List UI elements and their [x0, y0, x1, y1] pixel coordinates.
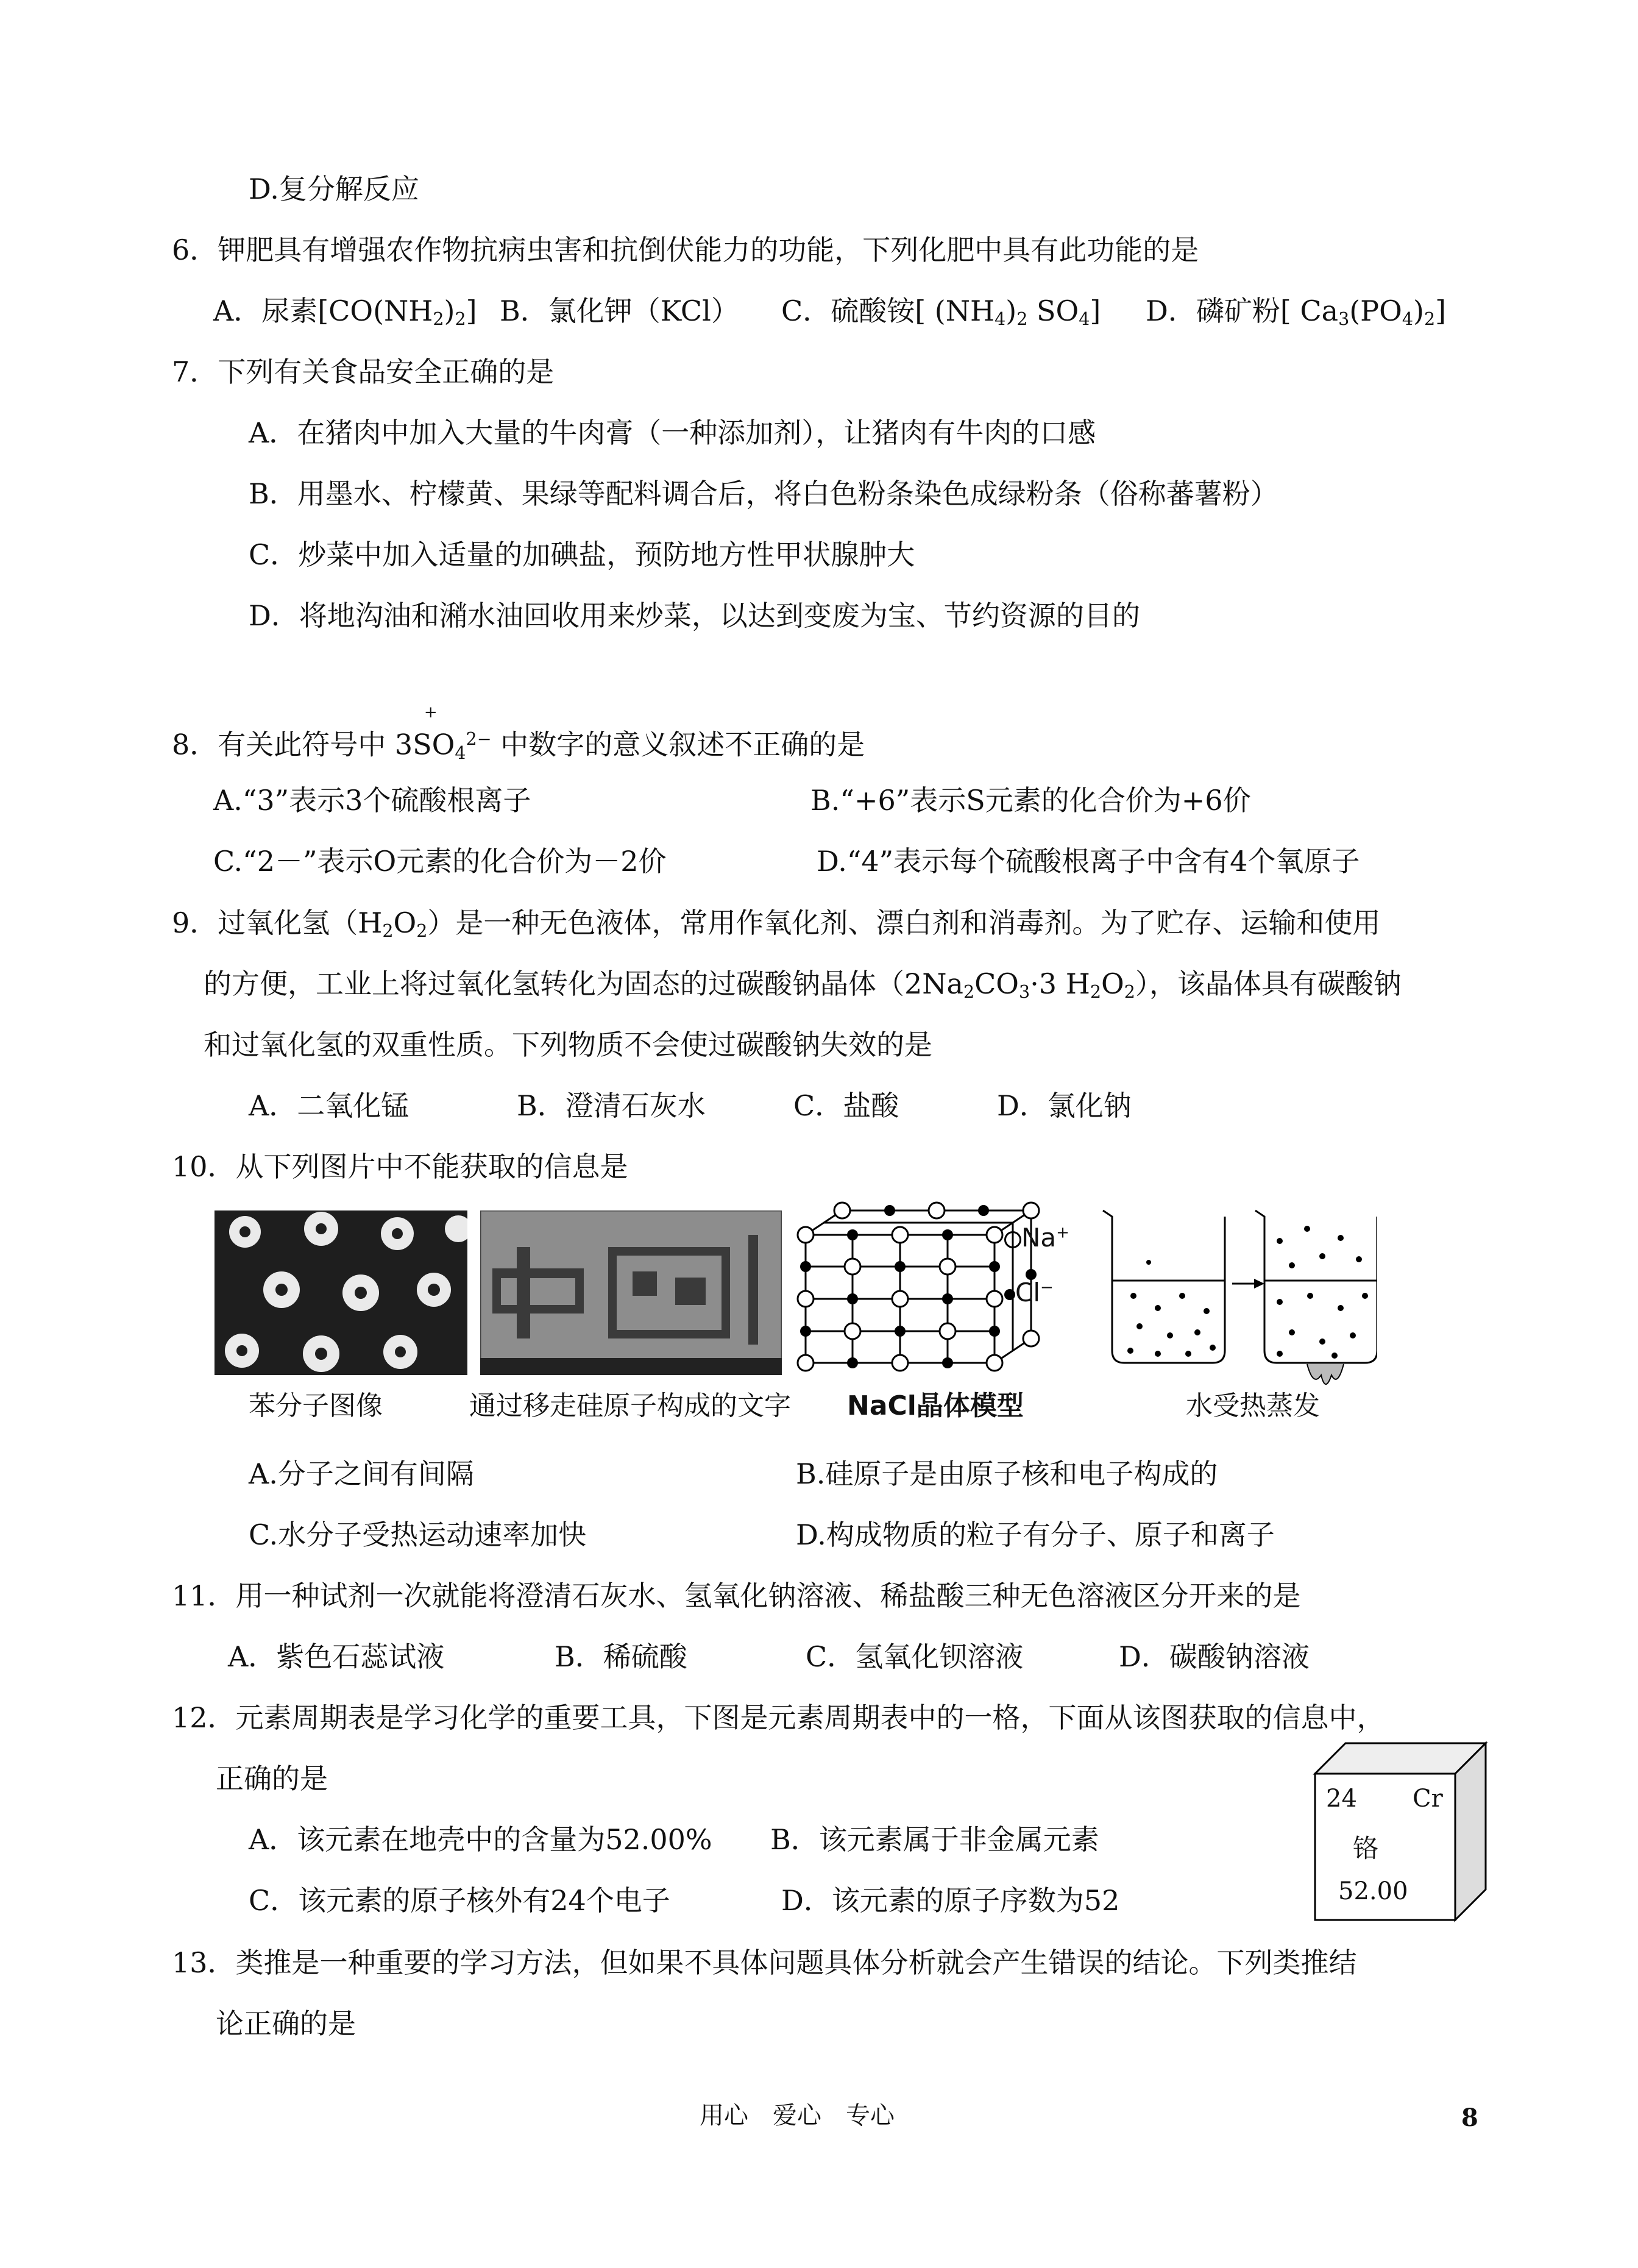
q11-option-d: D．碳酸钠溶液	[1119, 1640, 1310, 1673]
q8-stem: 8．有关此符号中 + $3SO_4^{2-}$ 中数字的意义叙述不正确的是	[172, 722, 865, 770]
caption-water-evaporation: 水受热蒸发	[1186, 1390, 1320, 1421]
q12-option-a: A．该元素在地壳中的含量为52.00%	[249, 1823, 712, 1856]
footer-motto: 用心 爱心 专心	[700, 2102, 895, 2130]
silicon-atom-text-image	[480, 1210, 782, 1375]
q13-line-1: 13．类推是一种重要的学习方法，但如果不具体问题具体分析就会产生错误的结论。下列类推结	[172, 1946, 1357, 1979]
q7-option-d: D．将地沟油和潲水油回收用来炒菜，以达到变废为宝、节约资源的目的	[249, 599, 1140, 632]
q10-option-c: C.水分子受热运动速率加快	[249, 1518, 587, 1551]
cl-ion-legend: Cl−	[1004, 1278, 1054, 1307]
open-circle-icon	[1004, 1231, 1021, 1248]
valence-mark: +	[424, 703, 438, 722]
q9-line-1: 9．过氧化氢$(H_2O_2)$是一种无色液体，常用作氧化剂、漂白剂和消毒剂。为了贮存、运输和使用	[172, 906, 1381, 942]
caption-nacl-model: NaCl晶体模型	[847, 1390, 1024, 1421]
q6-stem: 6．钾肥具有增强农作物抗病虫害和抗倒伏能力的功能，下列化肥中具有此功能的是	[172, 233, 1199, 266]
q11-option-c: C．氢氧化钡溶液	[806, 1640, 1024, 1673]
q11-option-a: A．紫色石蕊试液	[228, 1640, 445, 1673]
q9-option-d: D．氯化钠	[997, 1089, 1132, 1122]
cell-atomic-mass: 52.00	[1338, 1877, 1408, 1905]
q12-option-b: B．该元素属于非金属元素	[770, 1823, 1099, 1856]
benzene-molecule-image	[214, 1210, 467, 1375]
q9-option-c: C．盐酸	[793, 1089, 899, 1122]
q10-option-d: D.构成物质的粒子有分子、原子和离子	[796, 1518, 1275, 1551]
q6-option-d: D．磷矿粉[ $Ca_3(PO_4)_2$]	[1146, 294, 1447, 330]
cell-atomic-number: 24	[1326, 1785, 1357, 1813]
na-ion-legend: Na+	[1004, 1223, 1069, 1253]
q10-stem: 10．从下列图片中不能获取的信息是	[172, 1150, 628, 1183]
q8-option-d: D.“4”表示每个硫酸根离子中含有4个氧原子	[817, 845, 1360, 878]
q12-option-c: C．该元素的原子核外有24个电子	[249, 1884, 670, 1917]
cell-element-name: 铬	[1353, 1833, 1379, 1863]
q12-option-d: D．该元素的原子序数为52	[781, 1884, 1120, 1917]
q11-stem: 11．用一种试剂一次就能将澄清石灰水、氢氧化钠溶液、稀盐酸三种无色溶液区分开来的是	[172, 1579, 1301, 1612]
q6-option-a: A．尿素$[CO(NH_2)_2]$	[213, 294, 477, 330]
q10-option-a: A.分子之间有间隔	[249, 1457, 474, 1490]
q9-line-2: 的方便，工业上将过氧化氢转化为固态的过碳酸钠晶体（$2Na_2CO_3\cdot 3$ $H_2O_2$），该晶体具有碳酸钠	[204, 967, 1402, 1003]
q5-option-d: D.复分解反应	[249, 172, 419, 205]
cell-element-symbol: Cr	[1413, 1785, 1443, 1813]
q7-stem: 7．下列有关食品安全正确的是	[172, 355, 555, 388]
caption-benzene: 苯分子图像	[249, 1390, 383, 1421]
page-number: 8	[1461, 2103, 1478, 2132]
q6-option-b: B．氯化钾（KCl）	[500, 294, 739, 327]
q9-option-a: A．二氧化锰	[249, 1089, 410, 1122]
q9-line-3: 和过氧化氢的双重性质。下列物质不会使过碳酸钠失效的是	[204, 1028, 932, 1061]
q9-option-b: B．澄清石灰水	[517, 1089, 706, 1122]
filled-circle-icon	[1004, 1289, 1015, 1300]
q12-line-1: 12．元素周期表是学习化学的重要工具，下图是元素周期表中的一格，下面从该图获取的信息中，	[172, 1701, 1385, 1734]
q7-option-b: B．用墨水、柠檬黄、果绿等配料调合后，将白色粉条染色成绿粉条（俗称蕃薯粉）	[249, 477, 1278, 510]
q8-option-a: A.“3”表示3个硫酸根离子	[213, 784, 531, 817]
q7-option-c: C．炒菜中加入适量的加碘盐，预防地方性甲状腺肿大	[249, 538, 915, 571]
q7-option-a: A．在猪肉中加入大量的牛肉膏（一种添加剂），让猪肉有牛肉的口感	[249, 416, 1096, 449]
q11-option-b: B．稀硫酸	[555, 1640, 687, 1673]
water-evaporation-beakers	[1097, 1204, 1377, 1399]
caption-silicon-text: 通过移走硅原子构成的文字	[469, 1390, 791, 1421]
q10-option-b: B.硅原子是由原子核和电子构成的	[796, 1457, 1218, 1490]
q8-option-c: C.“2－”表示O元素的化合价为－2价	[213, 845, 667, 878]
q6-option-c: C．硫酸铵[ $(NH_4)_2$ $SO_4$]	[781, 294, 1101, 330]
sulfate-symbol: + $3SO_4^{2-}$	[395, 722, 492, 770]
q8-option-b: B.“+6”表示S元素的化合价为+6价	[810, 784, 1251, 817]
q13-line-2: 论正确的是	[216, 2007, 356, 2040]
q12-line-2: 正确的是	[216, 1762, 328, 1795]
